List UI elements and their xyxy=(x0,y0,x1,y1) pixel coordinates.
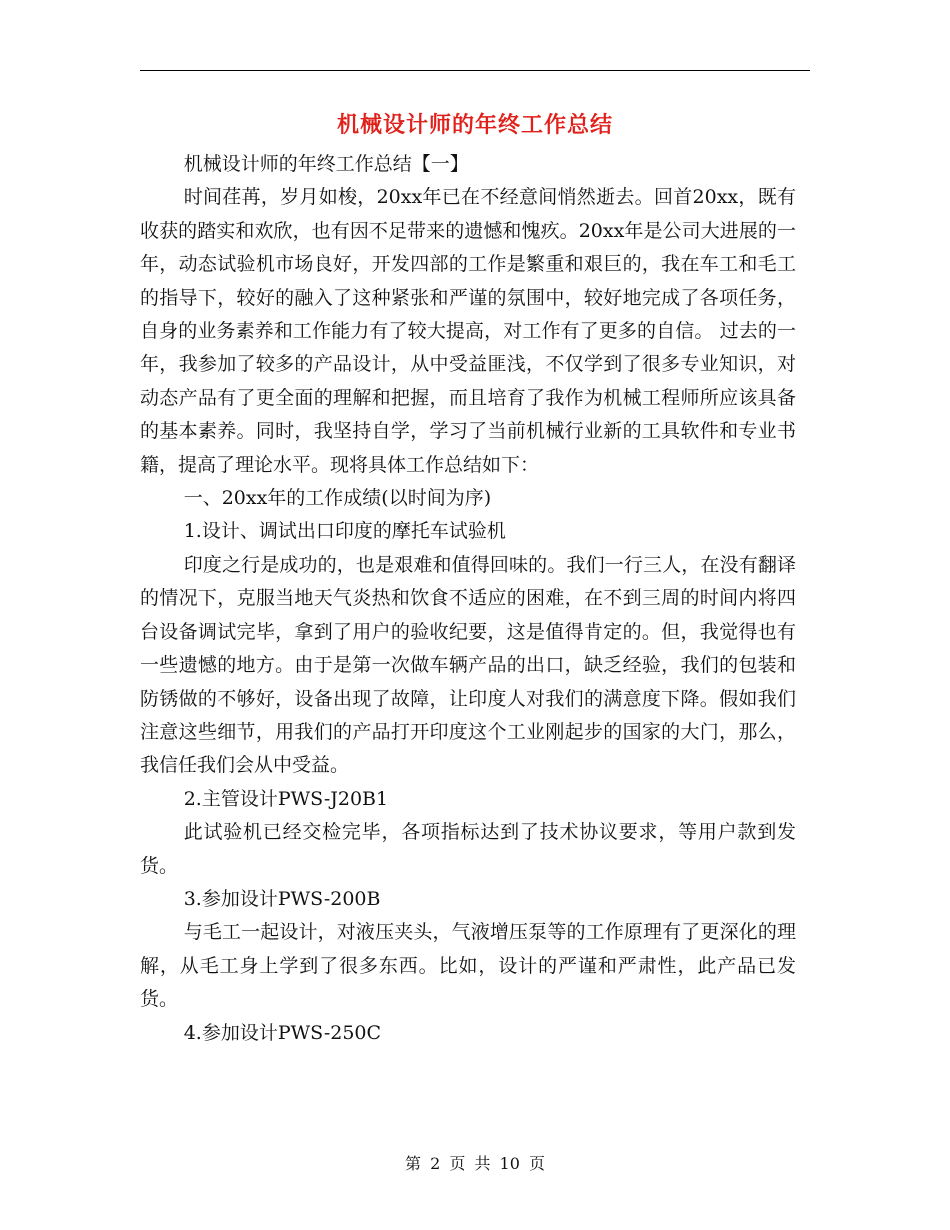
item-heading-2: 2.主管设计PWS-J20B1 xyxy=(183,787,389,810)
item-paragraph-2: 此试验机已经交检完毕，各项指标达到了技术协议要求，等用户款到发货。 xyxy=(140,821,796,877)
document-title: 机械设计师的年终工作总结 xyxy=(336,112,613,138)
section-heading: 机械设计师的年终工作总结【一】 xyxy=(183,153,469,175)
achievements-heading: 一、20xx年的工作成绩(以时间为序) xyxy=(183,487,492,510)
item-paragraph-3: 与毛工一起设计，对液压夹头，气液增压泵等的工作原理有了更深化的理解，从毛工身上学到了很多东西。比如，设计的严谨和严肃性，此产品已发货。 xyxy=(140,921,796,1011)
item-paragraph-1: 印度之行是成功的，也是艰难和值得回味的。我们一行三人，在没有翻译的情况下，克服当地天气炎热和饮食不适应的困难，在不到三周的时间内将四台设备调试完毕，拿到了用户的验收纪要，这是值得肯定的。但，我觉得也有一些遗憾的地方。由于是第一次做车辆产品的出口，缺乏经验，我们的包装和防锈做的不够好，设备出现了故障，让印度人对我们的满意度下降。假如我们注意这些细节，用我们的产品打开印度这个工业刚起步的国家的大门，那么，我信任我们会从中受益。 xyxy=(140,553,796,777)
item-heading-4: 4.参加设计PWS-250C xyxy=(183,1021,382,1044)
intro-paragraph: 时间荏苒，岁月如梭，20xx年已在不经意间悄然逝去。回首20xx，既有收获的踏实和欢欣，也有因不足带来的遗憾和愧疚。20xx年是公司大进展的一年，动态试验机市场良好，开发四部的工作是繁重和艰巨的，我在车工和毛工的指导下，较好的融入了这种紧张和严谨的氛围中，较好地完成了各项任务，自身的业务素养和工作能力有了较大提高，对工作有了更多的自信。 过去的一年，我参加了较多的产品设计，从中受益匪浅，不仅学到了很多专业知识，对动态产品有了更全面的理解和把握，而且培育了我作为机械工程师所应该具备的基本素养。同时，我坚持自学，学习了当前机械行业新的工具软件和专业书籍，提高了理论水平。现将具体工作总结如下： xyxy=(140,186,796,476)
item-heading-3: 3.参加设计PWS-200B xyxy=(183,887,381,910)
page-number-footer: 第 2 页 共 10 页 xyxy=(405,1154,545,1173)
item-heading-1: 1.设计、调试出口印度的摩托车试验机 xyxy=(183,520,506,543)
header-rule xyxy=(140,70,810,71)
document-body xyxy=(140,148,796,1050)
